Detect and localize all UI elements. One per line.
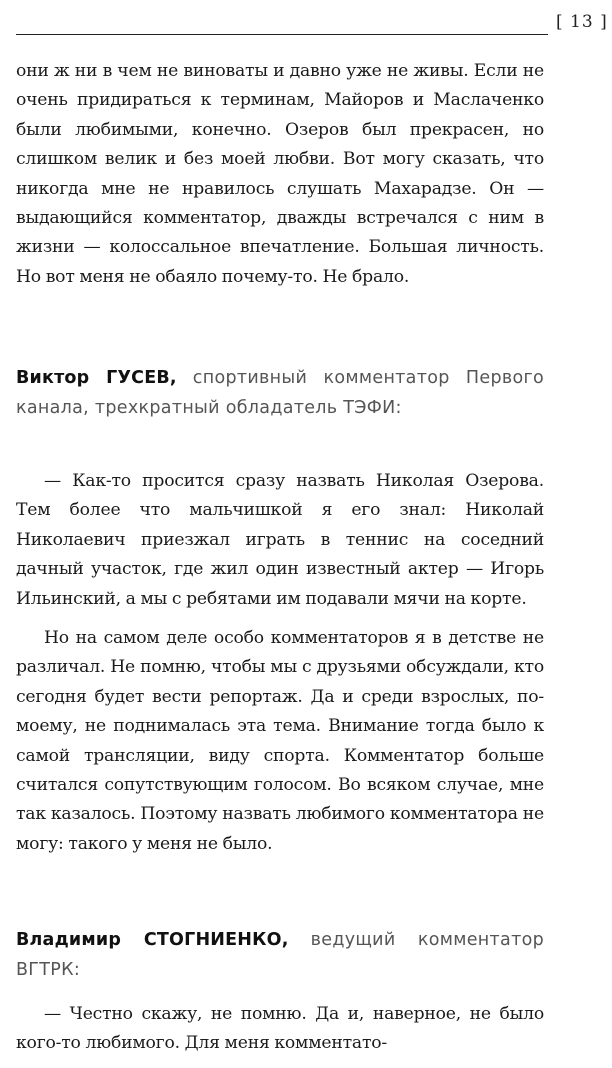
speaker-role: спортивный комментатор Первого канала, трехкратный обладатель ТЭФИ:: [16, 368, 544, 418]
speaker-name: Владимир СТОГНИЕНКО,: [16, 930, 289, 950]
page-body: [16, 0, 544, 1068]
speaker-role: ведущий комментатор ВГТРК:: [16, 930, 544, 980]
paragraph: они ж ни в чем не виноваты и давно уже не живы. Если не очень придираться к терминам, Майоров и Маслаченко были любимыми, конечно. Озеров был прекрасен, но слишком велик и без моей любви. Вот могу сказать, что никогда мне не нравилось слушать Махарадзе. Он — выдающийся комментатор, дважды встречался с ним в жизни — колоссальное впечатление. Большая личность. Но вот меня не обаяло почему-то. Не брало.: [16, 61, 544, 287]
page-number: [ 13 ]: [556, 12, 608, 32]
paragraph: — Как-то просится сразу назвать Николая Озерова. Тем более что мальчишкой я его знал: Николай Николаевич приезжал играть в теннис на соседний дачный участок, где жил один известный актер — Игорь Ильинский, а мы с ребятами им подавали мячи на корте.: [16, 471, 544, 609]
speaker-name: Виктор ГУСЕВ,: [16, 368, 177, 388]
paragraph: — Честно скажу, не помню. Да и, наверное, не было кого-то любимого. Для меня комментато-: [16, 1004, 544, 1054]
speaker-heading: [16, 363, 544, 423]
speaker-heading: [16, 925, 544, 985]
paragraph: Но на самом деле особо комментаторов я в детстве не различал. Не помню, чтобы мы с друзьями обсуждали, кто сегодня будет вести репортаж. Да и среди взрослых, по-моему, не поднималась эта тема. Внимание тогда было к самой трансляции, виду спорта. Комментатор больше считался сопутствующим голосом. Во всяком случае, мне так казалось. Поэтому назвать любимого комментатора не могу: такого у меня не было.: [16, 628, 544, 854]
